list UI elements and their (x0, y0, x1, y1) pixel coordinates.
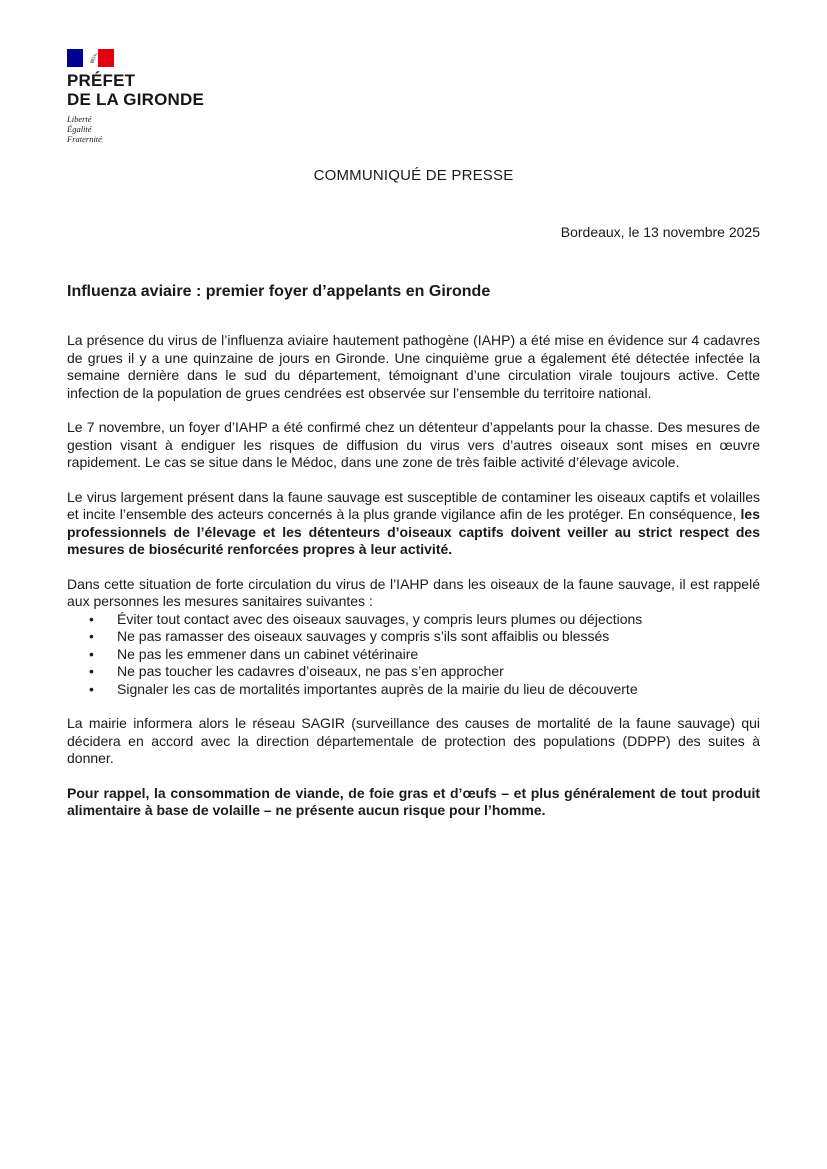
paragraph-outbreak: Le 7 novembre, un foyer d’IAHP a été confirmé chez un détenteur d’appelants pour la chasse. Des mesures de gestion visant à endiguer les risques de diffusion du virus vers d’autres oiseaux sont mises en œuvre rapidement. Le cas se situe dans le Médoc, dans une zone de très faible activité d’élevage avicole. (67, 419, 760, 470)
dateline: Bordeaux, le 13 novembre 2025 (560, 224, 760, 240)
prefecture-logo (67, 49, 227, 144)
paragraph-sagir: La mairie informera alors le réseau SAGIR (surveillance des causes de mortalité de la faune sauvage) qui décidera en accord avec la direction départementale de protection des populations (DDPP) des suites à donner. (67, 715, 760, 766)
article-body (67, 332, 760, 837)
paragraph-food-safety: Pour rappel, la consommation de viande, de foie gras et d’œufs – et plus généralement de tout produit alimentaire à base de volaille – ne présente aucun risque pour l’homme. (67, 784, 760, 818)
paragraph-measures-intro: Dans cette situation de forte circulation du virus de l’IAHP dans les oiseaux de la faune sauvage, il est rappelé aux personnes les mesures sanitaires suivantes : (67, 575, 760, 609)
republic-motto: Liberté Égalité Fraternité (67, 114, 102, 144)
biosecurity-emphasis: les professionnels de l’élevage et les détenteurs d’oiseaux captifs doivent veiller au strict respect des mesures de biosécurité renforcées propres à leur activité. (67, 506, 760, 557)
list-item: • Éviter tout contact avec des oiseaux sauvages, y compris leurs plumes ou déjections (89, 610, 643, 627)
headline: Influenza aviaire : premier foyer d’appelants en Gironde (67, 283, 491, 300)
list-item: • Signaler les cas de mortalités importantes auprès de la mairie du lieu de découverte (89, 680, 638, 697)
sanitary-measures-list (67, 611, 760, 699)
document-type: COMMUNIQUÉ DE PRESSE (313, 167, 514, 184)
prefect-title: PRÉFET DE LA GIRONDE (67, 71, 205, 109)
paragraph-vigilance: Le virus largement présent dans la faune sauvage est susceptible de contaminer les oiseaux captifs et volailles et incite l’ensemble des acteurs concernés à la plus grande vigilance afin de les protéger. En conséquence, les professionnels de l’élevage et les détenteurs d’oiseaux captifs doivent veiller au strict respect des mesures de biosécurité renforcées propres à leur activité. (67, 488, 760, 557)
list-item: • Ne pas les emmener dans un cabinet vétérinaire (89, 645, 419, 662)
list-item: • Ne pas toucher les cadavres d’oiseaux, ne pas s’en approcher (89, 663, 504, 679)
list-item: • Ne pas ramasser des oiseaux sauvages y compris s’ils sont affaiblis ou blessés (89, 628, 610, 644)
paragraph-virus-presence: La présence du virus de l’influenza aviaire hautement pathogène (IAHP) a été mise en évidence sur 4 cadavres de grues il y a une quinzaine de jours en Gironde. Une cinquième grue a également été détectée infectée la semaine dernière dans le sud du département, témoignant d’une circulation virale toujours active. Cette infection de la population de grues cendrées est observée sur l’ensemble du territoire national. (67, 332, 760, 401)
marianne-flag-icon (67, 49, 114, 67)
